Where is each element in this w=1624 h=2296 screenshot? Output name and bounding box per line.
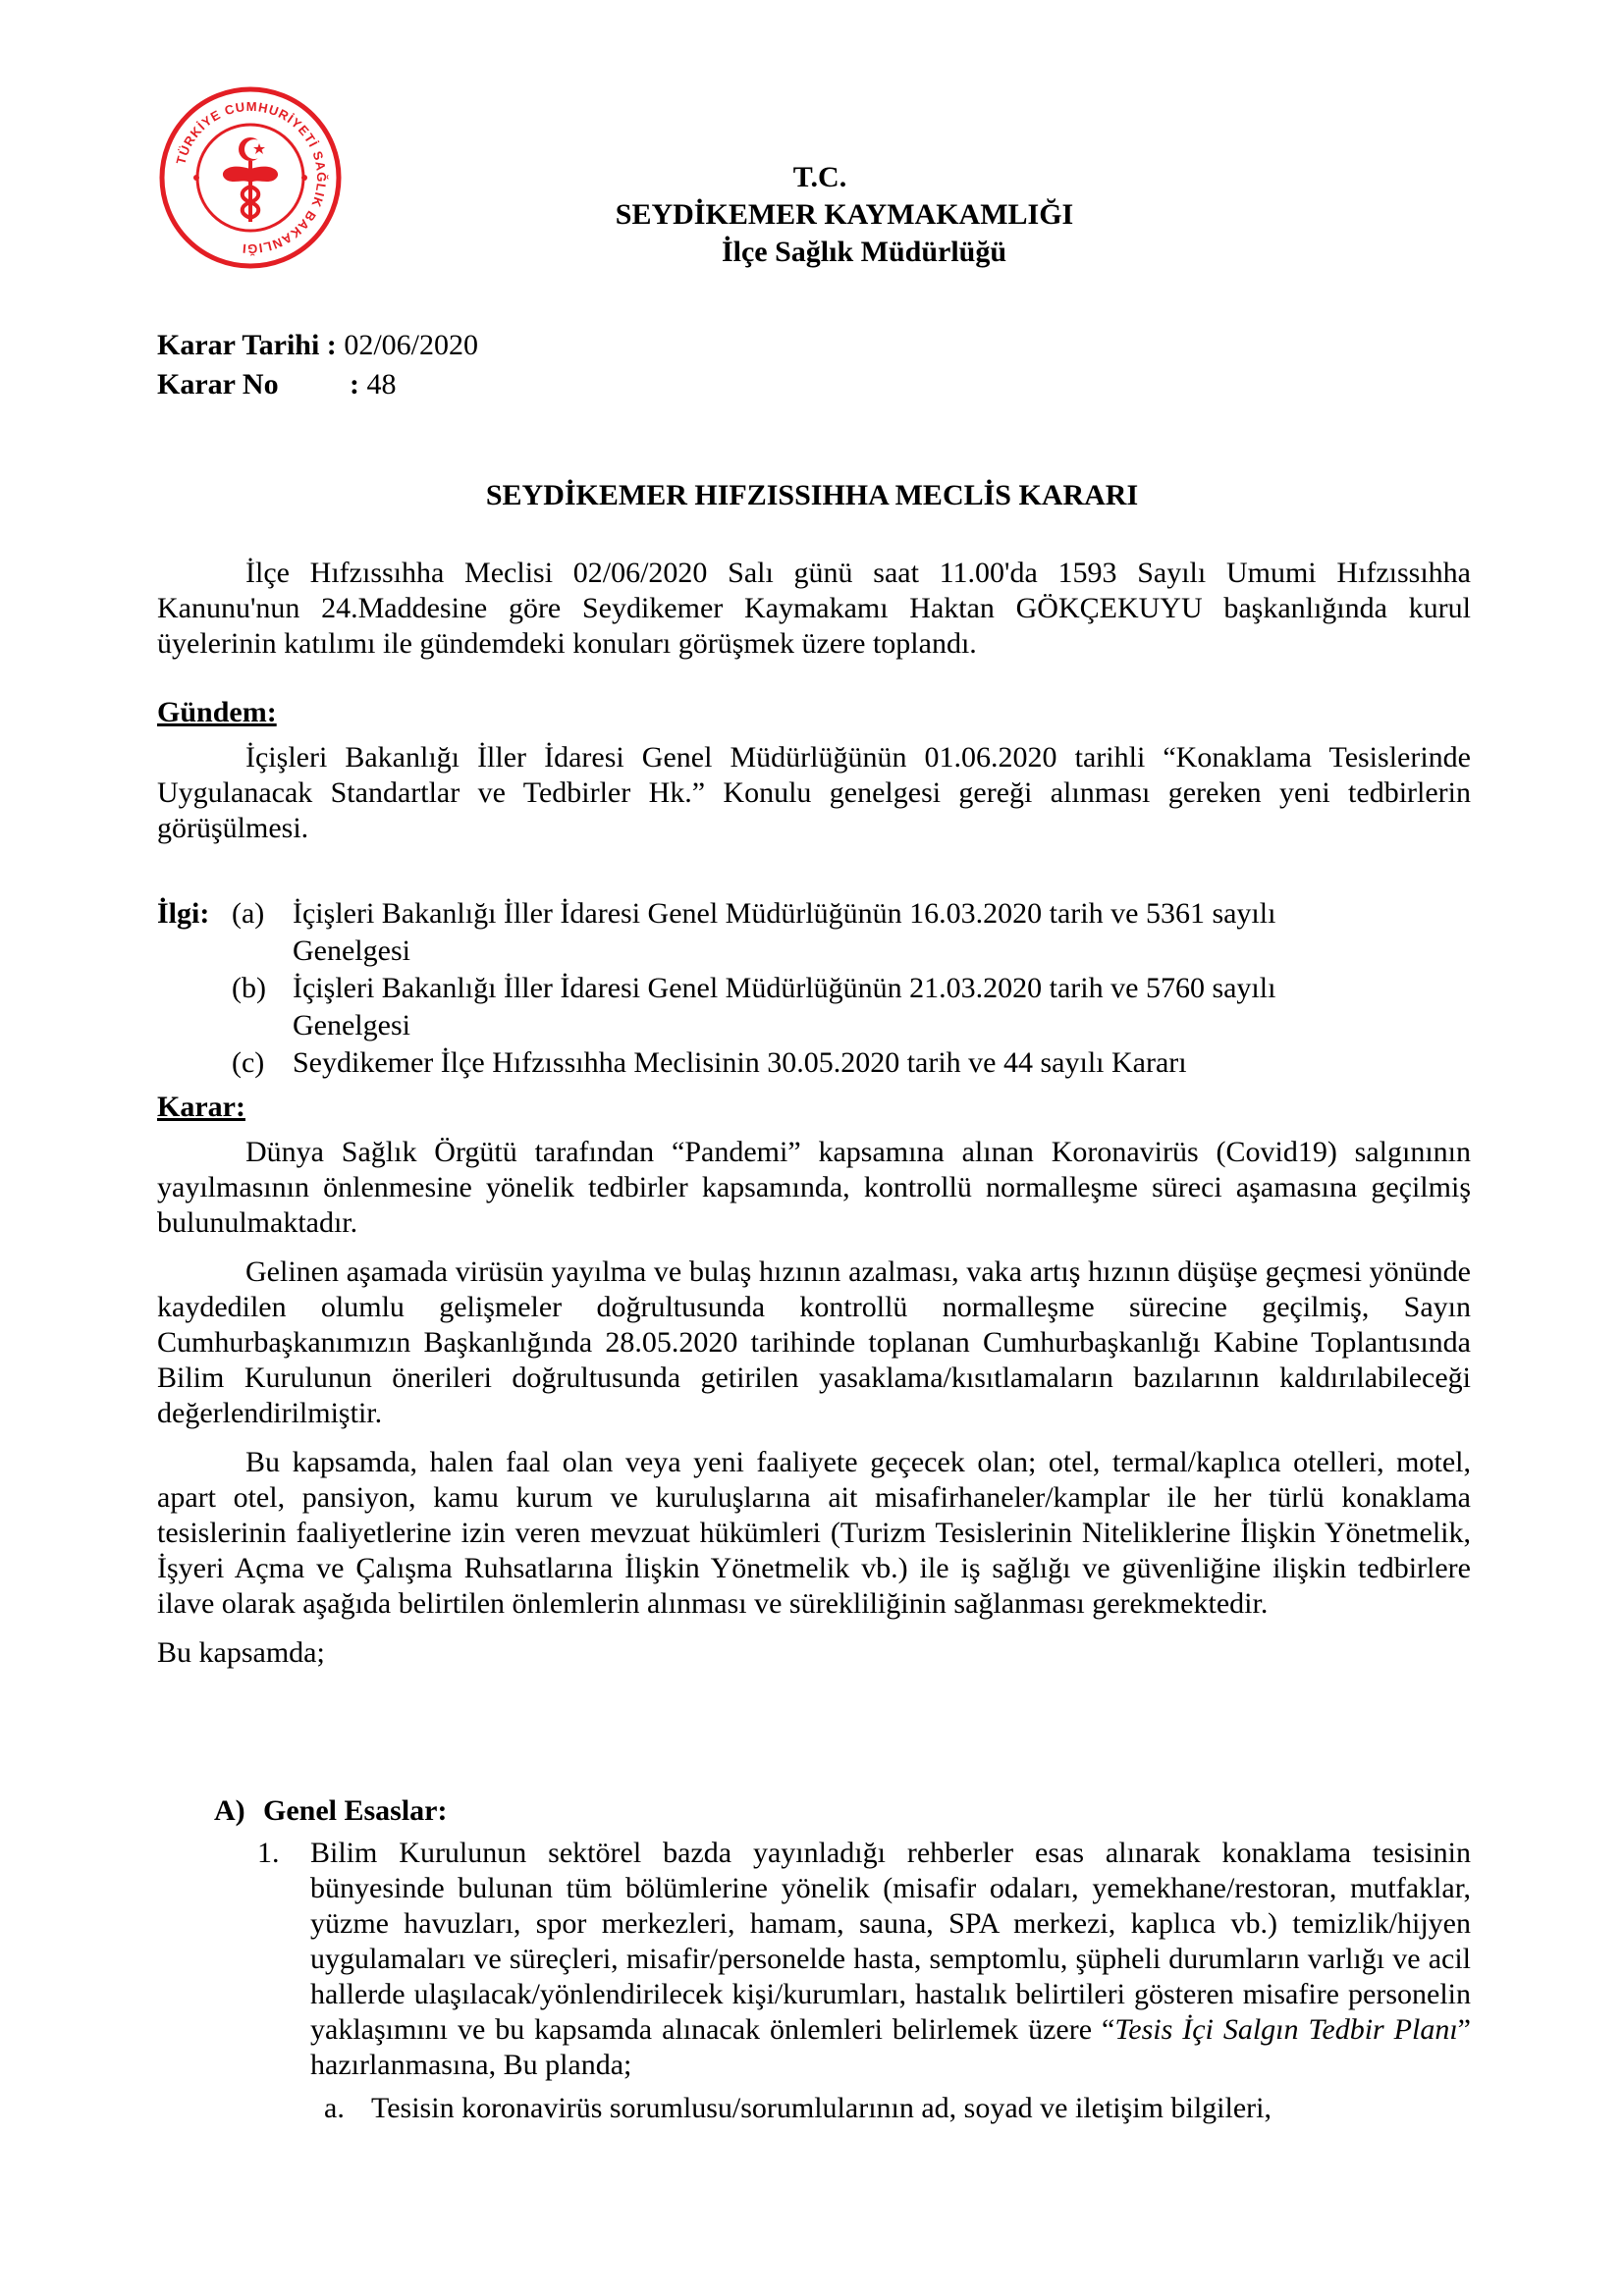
reference-item (157, 970, 1434, 1044)
document-title: SEYDİKEMER HIFZISSIHHA MECLİS KARARI (485, 479, 1139, 511)
references-label: İlgi: (157, 897, 210, 930)
intro-section (157, 556, 1471, 662)
decision-meta (157, 326, 478, 404)
reference-text: İçişleri Bakanlığı İller İdaresi Genel Müdürlüğünün 21.03.2020 tarih ve 5760 sayılı (293, 972, 1276, 1004)
seal-icon (157, 84, 344, 271)
reference-key: (a) (232, 897, 265, 930)
list-item-text-part: ” hazırlanmasına, Bu planda; (310, 2013, 1471, 2081)
section-a-key: A) (214, 1794, 245, 1827)
references-section (157, 895, 1434, 1082)
decision-section (157, 1090, 1471, 1671)
header-line-kaymakamlik: SEYDİKEMER KAYMAKAMLIĞI (615, 198, 1074, 231)
decision-date-label: Karar Tarihi : (157, 329, 337, 361)
list-item-number: 1. (257, 1837, 280, 1869)
document-header (511, 159, 1178, 271)
decision-date-row (157, 326, 478, 365)
sub-list-item (324, 2091, 1471, 2126)
reference-text-cont: Genelgesi (293, 1009, 410, 1041)
reference-text: İçişleri Bakanlığı İller İdaresi Genel Müdürlüğünün 16.03.2020 tarih ve 5361 sayılı (293, 897, 1276, 930)
list-item (257, 1836, 1471, 2083)
svg-text:TÜRKİYE CUMHURİYETİ SAĞLIK BAK: TÜRKİYE CUMHURİYETİ SAĞLIK BAKANLIĞI (173, 98, 330, 257)
decision-no-row (157, 365, 478, 404)
list-item-text-italic: Tesis İçi Salgın Tedbir Planı (1114, 2013, 1458, 2046)
agenda-section (157, 695, 1471, 846)
reference-item (157, 1044, 1434, 1082)
decision-paragraph-1: Dünya Sağlık Örgütü tarafından “Pandemi” kapsamına alınan Koronavirüs (Covid19) salgınının yayılmasının önlenmesine yönelik tedbirler kapsamında, kontrollü normalleşme süreci aşamasına geçilmiş bulunulmaktadır. (157, 1136, 1471, 1239)
sub-list-item-key: a. (324, 2092, 345, 2124)
reference-item (157, 895, 1434, 970)
agenda-heading: Gündem: (157, 696, 277, 728)
list-item-text-part: Bilim Kurulunun sektörel bazda yayınladığı rehberler esas alınarak konaklama tesisinin bünyesinde bulunan tüm bölümlerine yönelik (misafir odaları, yemekhane/restoran, mutfaklar, yüzme havuzları, spor merkezleri, hamam, sauna, SPA merkezi, kaplıca vb.) temizlik/hijyen uygulamaları ve süreçleri, misafir/personelde hasta, semptomlu, şüpheli durumların varlığı ve acil hallerde ulaşılacak/yönlendirilecek kişi/kurumları, hastalık belirtileri gösteren misafire personelin yaklaşımını ve bu kapsamda alınacak önlemleri belirlemek üzere “ (310, 1837, 1471, 2046)
reference-key: (b) (232, 972, 266, 1004)
reference-text-cont: Genelgesi (293, 934, 410, 967)
section-a-heading (214, 1794, 448, 1828)
decision-no-colon: : (350, 368, 359, 400)
decision-paragraph-3: Bu kapsamda, halen faal olan veya yeni faaliyete geçecek olan; otel, termal/kaplıca otelleri, motel, apart otel, pansiyon, kamu kurum ve kuruluşlarına ait misafirhaneler/kamplar ile her türlü konaklama tesislerinin faaliyetlerine izin veren mevzuat hükümleri (Turizm Tesislerinin Niteliklerine İlişkin Yönetmelik, İşyeri Açma ve Çalışma Ruhsatlarına İlişkin Yönetmelik vb.) ile iş sağlığı ve güvenliğine ilişkin tedbirlere ilave olarak aşağıda belirtilen önlemlerin alınması ve sürekliliğinin sağlanması gerekmektedir. (157, 1446, 1471, 1620)
ministry-seal-logo (157, 84, 344, 271)
decision-no-value: 48 (359, 368, 397, 400)
section-a-title: Genel Esaslar: (263, 1794, 448, 1827)
reference-text: Seydikemer İlçe Hıfzıssıhha Meclisinin 30.05.2020 tarih ve 44 sayılı Kararı (293, 1046, 1187, 1079)
list-item-text (310, 1836, 1471, 2083)
intro-paragraph: İlçe Hıfzıssıhha Meclisi 02/06/2020 Salı günü saat 11.00'da 1593 Sayılı Umumi Hıfzıssıhha Kanunu'nun 24.Maddesine göre Seydikemer Kaymakamı Haktan GÖKÇEKUYU başkanlığında kurul üyelerinin katılımı ile gündemdeki konuları görüşmek üzere toplandı. (157, 557, 1471, 660)
header-line-mudurluk: İlçe Sağlık Müdürlüğü (721, 236, 1007, 268)
decision-paragraph-2: Gelinen aşamada virüsün yayılma ve bulaş hızının azalması, vaka artış hızının düşüşe geçmesi yönünde kaydedilen olumlu gelişmeler doğrultusunda kontrollü normalleşme sürecine geçilmiş, Sayın Cumhurbaşkanımızın Başkanlığında 28.05.2020 tarihinde toplanan Cumhurbaşkanlığı Kabine Toplantısında Bilim Kurulunun önerileri doğrultusunda getirilen yasaklama/kısıtlamaların bazılarının kaldırılabileceği değerlendirilmiştir. (157, 1255, 1471, 1429)
decision-paragraph-4: Bu kapsamda; (157, 1636, 325, 1669)
decision-date-value: 02/06/2020 (336, 329, 478, 361)
decision-heading: Karar: (157, 1091, 245, 1123)
header-line-tc: T.C. (792, 161, 847, 193)
sub-list-item-text: Tesisin koronavirüs sorumlusu/sorumlularının ad, soyad ve iletişim bilgileri, (371, 2092, 1272, 2124)
decision-no-label: Karar No (157, 368, 279, 400)
agenda-paragraph: İçişleri Bakanlığı İller İdaresi Genel Müdürlüğünün 01.06.2020 tarihli “Konaklama Tesislerinde Uygulanacak Standartlar ve Tedbirler Hk.” Konulu genelgesi gereği alınması gereken yeni tedbirlerin görüşülmesi. (157, 741, 1471, 844)
reference-key: (c) (232, 1046, 265, 1079)
